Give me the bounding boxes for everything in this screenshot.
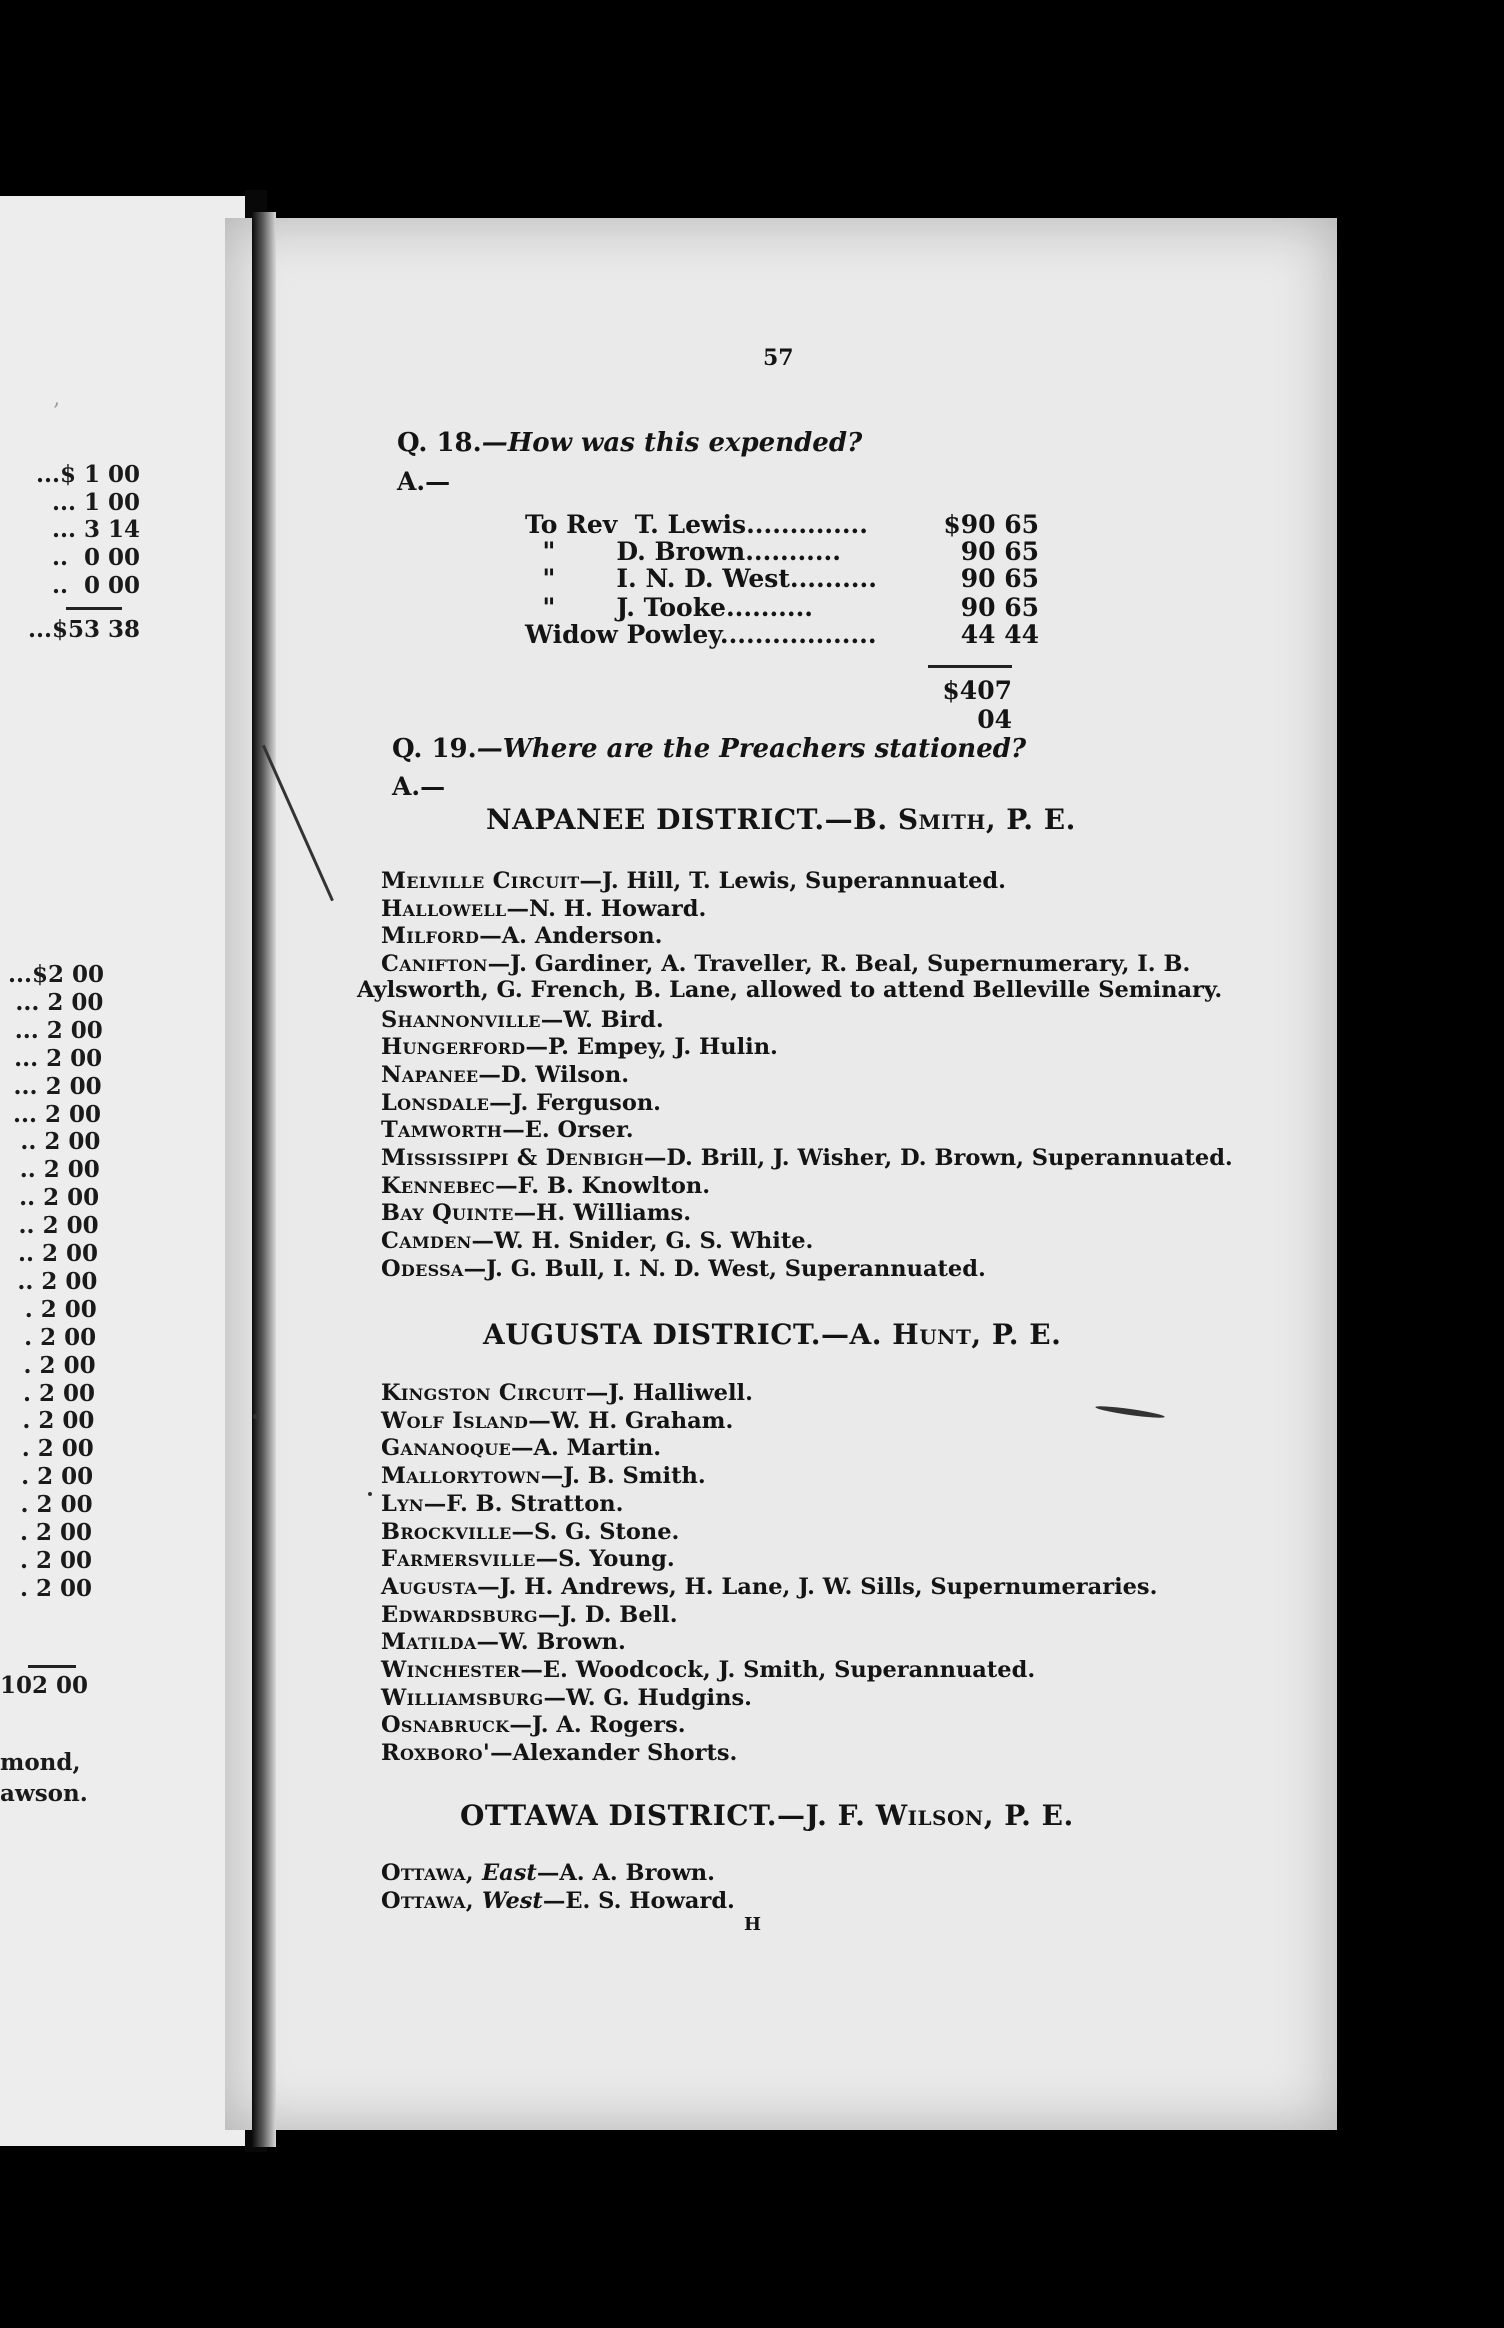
circuit-name: Winchester [381,1657,521,1683]
district-pe-suffix: , P. E. [983,1799,1074,1832]
left-amount: ... 2 00 [14,1044,103,1072]
expenditure-row [525,620,1039,649]
preacher-names: —S. Young. [535,1546,675,1573]
circuit-name: Milford [381,923,480,950]
circuit-name: Roxboro' [381,1740,491,1767]
station-entry [381,1090,661,1116]
circuit-name: Camden [381,1228,472,1255]
circuit-name: Osnabruck [381,1712,510,1739]
expenditure-amount: 90 65 [960,564,1039,593]
preacher-names: —A. Martin. [511,1435,662,1462]
preacher-names: —S. G. Stone. [511,1518,680,1545]
circuit-name: Augusta [381,1573,478,1600]
preacher-names: —H. Williams. [513,1200,692,1227]
circuit-name: Tamworth [381,1117,503,1144]
preacher-names: —W. H. Graham. [528,1407,734,1434]
left-total-rule [66,607,122,610]
preacher-names: —F. B. Knowlton. [495,1172,711,1199]
left-total: 102 00 [0,1672,89,1699]
preacher-names: —W. Brown. [476,1629,626,1656]
circuit-name: Kennebec [381,1172,496,1199]
left-amount: ... 3 14 [51,516,140,543]
left-amount: . 2 00 [22,1407,95,1435]
station-entry [381,1034,778,1060]
station-entry [381,1629,626,1655]
left-amount: ... 2 00 [12,1100,101,1128]
circuit-qualifier: West [482,1887,543,1914]
circuit-name: Mississippi & Denbigh [381,1145,644,1171]
preacher-names: —F. B. Stratton. [423,1490,624,1517]
ink-dot [368,1492,372,1496]
question-text: —How was this expended? [481,428,863,458]
left-amount: .. 2 00 [19,1184,100,1212]
left-text-fragment: mond, [0,1749,81,1776]
expenditure-label: " I. N. D. West.......... [525,564,877,593]
left-amount: . 2 00 [20,1491,93,1519]
station-entry [381,1435,661,1461]
station-entry [381,896,706,922]
station-entry [381,1602,678,1628]
circuit-name: Gananoque [381,1435,512,1462]
district-pe-suffix: , P. E. [971,1318,1062,1351]
station-entry [381,1519,679,1545]
district-name: OTTAWA DISTRICT.—J. F. [460,1799,876,1832]
circuit-name: Ottawa, [381,1860,483,1886]
preacher-names: —E. Orser. [502,1117,634,1144]
left-amount: . 2 00 [24,1323,97,1351]
station-entry [381,1408,733,1434]
circuit-name: Matilda [381,1629,477,1656]
preacher-names: —J. Hill, T. Lewis, Superannuated. [579,868,1006,894]
left-amount: ... 2 00 [14,1016,103,1044]
question-number: Q. 19. [392,734,477,764]
circuit-name: Brockville [381,1518,512,1545]
station-entry [381,1062,629,1088]
left-amount: .. 0 00 [51,572,140,599]
left-amount: . 2 00 [23,1351,96,1379]
station-entry [381,1463,706,1489]
preacher-names: —J. D. Bell. [537,1601,678,1628]
preacher-names: —D. Brill, J. Wisher, D. Brown, Superannuated. [643,1145,1233,1171]
district-heading-augusta [483,1318,1061,1351]
preacher-names: —J. Halliwell. [585,1380,753,1406]
circuit-name: Shannonville [381,1006,541,1033]
circuit-name: Kingston Circuit [381,1380,586,1406]
left-amount: . 2 00 [22,1379,95,1407]
circuit-name: Hallowell [381,895,507,922]
district-name: AUGUSTA DISTRICT.—A. [483,1318,893,1351]
expenditure-row [525,593,1039,622]
preacher-names: —E. Woodcock, J. Smith, Superannuated. [520,1657,1036,1683]
preacher-names-continued: Aylsworth, G. French, B. Lane, allowed to attend Belleville Seminary. [357,977,1223,1004]
left-amount: .. 2 00 [18,1212,99,1240]
circuit-qualifier: East [482,1860,537,1886]
expenditure-amount: 90 65 [960,593,1039,622]
district-heading-ottawa [460,1799,1074,1832]
left-page-fragment: , ...$ 1 00 ... 1 00 ... 3 14 .. 0 00 .. 0 00 ...$53 38 ...$2 00 ... 2 00 ... 2 00 ... 2 00 ... 2 00 ... 2 00 .. 2 00 .. 2 00 .. 2 00 .. 2 00 .. 2 00 .. 2 00 . 2 00 . 2 00 . 2 00 . 2 00 . 2 00 . 2 00 . 2 00 . 2 00 . 2 00 . 2 00 . 2 00 102 00 mond, awson. [0,196,245,2146]
circuit-name: Odessa [381,1255,464,1282]
station-entry [381,1256,986,1282]
circuit-name: Canifton [381,951,488,978]
preacher-names: —W. H. Snider, G. S. White. [471,1228,814,1255]
preacher-names: —J. B. Smith. [540,1463,706,1490]
left-amount: ...$2 00 [7,961,104,988]
station-entry [381,923,662,949]
station-entry [381,1007,664,1033]
circuit-name: Napanee [381,1061,479,1088]
expenditure-label: To Rev T. Lewis.............. [525,510,868,539]
preacher-names: —J. G. Bull, I. N. D. West, Superannuated. [463,1255,986,1282]
circuit-name: Williamsburg [381,1684,544,1711]
total-rule [928,665,1012,668]
preacher-names: —E. S. Howard. [542,1887,735,1914]
left-total-rule [28,1665,76,1668]
station-entry [381,1546,675,1572]
station-entry [381,1380,753,1406]
question-19 [392,734,1026,764]
printer-signature-mark: H [744,1914,762,1935]
presiding-elder: Smith [897,803,986,836]
expenditure-label: Widow Powley.................. [525,620,877,649]
circuit-name: Bay Quinte [381,1200,514,1227]
station-entry [357,951,1223,1004]
expenditure-label: " D. Brown........... [525,537,841,566]
preacher-names: —J. H. Andrews, H. Lane, J. W. Sills, Supernumeraries. [477,1573,1158,1600]
preacher-names: —D. Wilson. [478,1061,630,1088]
left-amount: ... 1 00 [51,489,140,516]
preacher-names: —J. Ferguson. [489,1089,662,1116]
question-text: —Where are the Preachers stationed? [476,734,1027,764]
expenditure-amount: 44 44 [960,620,1039,649]
left-amount: ... 2 00 [13,1072,102,1100]
expenditure-total: $407 04 [942,676,1012,734]
left-amount: .. 2 00 [17,1267,98,1295]
left-amount: . 2 00 [21,1435,94,1463]
circuit-name: Melville Circuit [381,868,580,894]
expenditure-row [525,510,1039,539]
circuit-name: Wolf Island [381,1407,529,1434]
circuit-name: Hungerford [381,1034,526,1061]
left-amount: .. 0 00 [51,544,140,571]
question-number: Q. 18. [397,428,482,458]
station-entry [381,868,1006,894]
circuit-name: Farmersville [381,1546,536,1573]
circuit-name: Lyn [381,1490,424,1517]
station-entry [381,1685,752,1711]
station-entry [381,1200,691,1226]
district-name: NAPANEE DISTRICT.—B. [486,803,898,836]
expenditure-label: " J. Tooke.......... [525,593,814,622]
left-amount: . 2 00 [19,1574,92,1602]
expenditure-row [525,564,1039,593]
left-amount: .. 2 00 [20,1128,101,1156]
district-heading-napanee [486,803,1076,836]
preacher-names: —A. Anderson. [479,923,663,950]
preacher-names: —N. H. Howard. [506,895,707,922]
circuit-name: Ottawa, [381,1887,483,1914]
station-entry [381,1657,1035,1683]
expenditure-amount: 90 65 [960,537,1039,566]
left-amount: . 2 00 [24,1295,97,1323]
answer-label: A.— [397,467,451,496]
expenditure-row [525,537,1039,566]
station-entry [381,1228,813,1254]
station-entry [381,1740,737,1766]
station-entry [381,1712,686,1738]
left-amount: .. 2 00 [19,1156,100,1184]
preacher-names: —W. Bird. [540,1006,664,1033]
presiding-elder: Wilson [875,1799,984,1832]
left-amount: .. 2 00 [17,1240,98,1267]
station-entry [381,1860,715,1886]
left-text-fragment: awson. [0,1780,88,1807]
station-entry [381,1145,1233,1171]
preacher-names: —P. Empey, J. Hulin. [525,1034,778,1061]
page-number: 57 [763,345,794,371]
expenditure-amount: $90 65 [943,510,1039,539]
preacher-names: —J. Gardiner, A. Traveller, R. Beal, Supernumerary, I. B. [487,951,1191,978]
circuit-name: Mallorytown [381,1463,541,1490]
district-pe-suffix: , P. E. [985,803,1076,836]
station-entry [381,1117,634,1143]
station-entry [381,1173,710,1199]
preacher-names: —W. G. Hudgins. [543,1684,752,1711]
preacher-names: —Alexander Shorts. [490,1740,738,1767]
station-entry [381,1574,1157,1600]
station-entry [381,1888,735,1914]
left-amount: . 2 00 [21,1463,94,1491]
left-amount: . 2 00 [19,1519,92,1546]
left-amount: ... 2 00 [15,988,104,1016]
presiding-elder: Hunt [892,1318,972,1351]
station-entry [381,1491,623,1517]
left-total: ...$53 38 [27,616,140,643]
preacher-names: —J. A. Rogers. [509,1712,686,1739]
answer-label: A.— [392,772,446,801]
question-18 [397,428,862,458]
preacher-names: —A. A. Brown. [536,1860,715,1886]
left-amount: . 2 00 [19,1546,92,1574]
circuit-name: Lonsdale [381,1089,490,1116]
ink-dot [253,1414,258,1419]
page-fold-shadow [252,212,276,2147]
circuit-name: Edwardsburg [381,1601,538,1628]
left-amount: ...$ 1 00 [35,461,140,488]
